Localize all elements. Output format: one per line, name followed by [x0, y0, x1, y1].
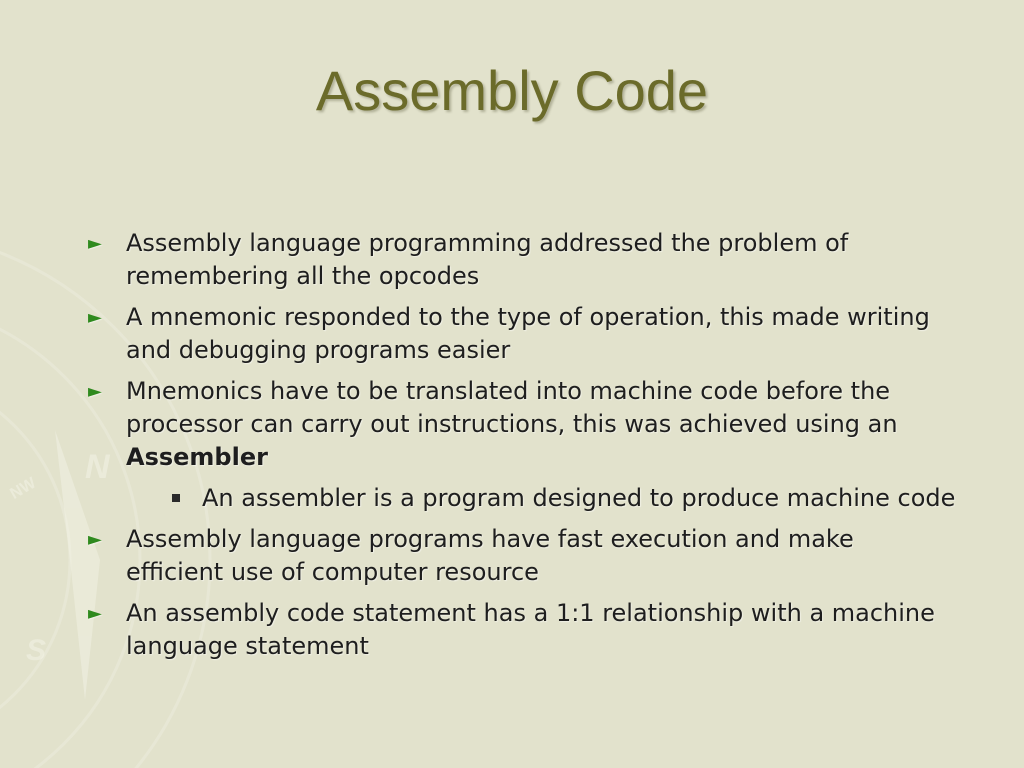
bullet-text: Assembly language programs have fast execution and make efficient use of computer resource: [126, 525, 854, 586]
sub-bullet-item: [172, 482, 958, 515]
bullet-item-1: [88, 227, 958, 293]
compass-south-letter: S: [26, 634, 47, 667]
sub-bullet-text: An assembler is a program designed to produce machine code: [202, 484, 956, 512]
compass-north-letter: N: [85, 448, 110, 486]
bullet-item-3: [88, 375, 958, 474]
bullet-item-2: [88, 301, 958, 367]
compass-nw-letter: NW: [7, 474, 39, 503]
bullet-item-4: [88, 523, 958, 589]
triangle-bullet-icon: ►: [88, 233, 102, 254]
bullet-text: Mnemonics have to be translated into machine code before the processor can carry out instructions, this was achieved using an: [126, 377, 898, 438]
bullet-text: A mnemonic responded to the type of operation, this made writing and debugging programs easier: [126, 303, 930, 364]
bullet-text: Assembly language programming addressed the problem of remembering all the opcodes: [126, 229, 849, 290]
triangle-bullet-icon: ►: [88, 603, 102, 624]
bullet-item-5: [88, 597, 958, 663]
triangle-bullet-icon: ►: [88, 529, 102, 550]
bullet-list: [88, 227, 958, 671]
triangle-bullet-icon: ►: [88, 381, 102, 402]
square-bullet-icon: [172, 494, 180, 502]
bullet-text: An assembly code statement has a 1:1 relationship with a machine language statement: [126, 599, 935, 660]
bullet-bold-term: Assembler: [126, 443, 268, 471]
slide-title: Assembly Code: [315, 59, 709, 122]
triangle-bullet-icon: ►: [88, 307, 102, 328]
